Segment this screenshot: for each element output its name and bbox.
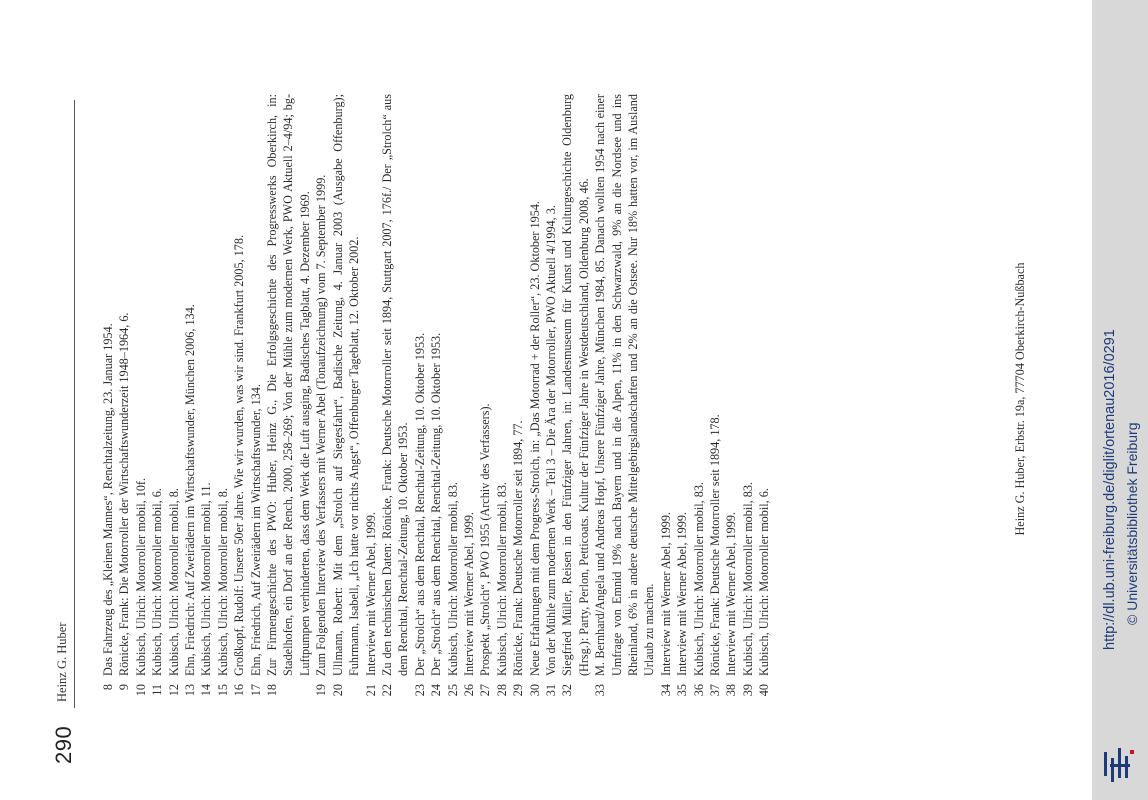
footnote-text: Kubisch, Ulrich: Motorroller mobil, 83.	[740, 482, 755, 676]
footnote-item	[559, 94, 592, 704]
footnote-item	[133, 94, 149, 704]
footnote-text: Ehn, Friedrich: Auf Zweirädern im Wirtschaftswunder, München 2006, 134.	[183, 304, 198, 676]
footnote-item	[100, 94, 116, 704]
header-rule	[74, 100, 75, 708]
footnote-text: Das Fahrzeug des „Kleinen Mannes“, Renchtalzeitung, 23. Januar 1954.	[101, 323, 115, 676]
footnote-number: 36	[691, 684, 706, 697]
footnote-number: 33	[593, 684, 608, 697]
footnote-text: Rönicke, Frank: Deutsche Motorroller seit 1894, 178.	[708, 414, 723, 676]
footnote-item	[756, 94, 772, 704]
footnote-item	[691, 94, 707, 704]
footnote-item	[264, 94, 313, 704]
footnote-number: 32	[560, 684, 575, 697]
footnote-item	[461, 94, 477, 704]
footnote-number: 37	[708, 684, 723, 697]
footnote-text: Kubisch, Ulrich: Motorroller mobil, 83.	[445, 482, 460, 676]
footnote-text: Von der Mühle zum modernen Werk – Teil 3 – Die Ära der Motorroller, PWO Aktuell 4/1994, 3.	[543, 205, 558, 676]
footnote-item	[477, 94, 493, 704]
footnote-item	[527, 94, 543, 704]
footnote-number: 40	[757, 684, 772, 697]
footnote-item	[149, 94, 165, 704]
footnote-item	[313, 94, 329, 704]
footnote-item	[412, 94, 428, 704]
footnote-number: 29	[511, 684, 526, 697]
footnote-number: 20	[330, 684, 345, 697]
footnote-item	[494, 94, 510, 704]
footnote-item	[198, 94, 214, 704]
ub-freiburg-logo-icon[interactable]	[1100, 744, 1140, 788]
footnote-text: Der „Strolch“ aus dem Renchtal, Renchtal-Zeitung, 10. Oktober 1953.	[412, 332, 427, 676]
footnote-item	[231, 94, 247, 704]
footnote-item	[658, 94, 674, 704]
footnote-text: Zum Folgenden Interview des Verfassers mit Werner Abel (Tonaufzeichnung) vom 7. September 1999.	[314, 174, 329, 676]
footnotes-list	[100, 94, 773, 704]
footnote-text: Kubisch, Ulrich: Motorroller mobil, 8.	[215, 488, 230, 676]
footnote-text: Siegfried Müller, Reisen in den Fünfziger Jahren, in: Landesmuseum für Kunst und Kulturgeschichte Oldenburg (Hrsg.): Party, Perlon, Petticoats. Kultur der Fünfziger Jahre in Westdeutschland, Oldenburg 2008, 46.	[560, 94, 591, 676]
footnote-item	[740, 94, 756, 704]
footnote-number: 11	[150, 684, 165, 696]
footnote-item	[543, 94, 559, 704]
footnote-number: 23	[412, 684, 427, 697]
footnote-text: Kubisch, Ulrich: Motorroller mobil, 10f.	[133, 477, 148, 676]
footnote-item	[330, 94, 363, 704]
footnote-number: 14	[199, 684, 214, 697]
footnote-text: Der „Strolch“ aus dem Renchtal, Renchtal-Zeitung, 10. Oktober 1953.	[429, 332, 444, 676]
footnote-number: 19	[314, 684, 329, 697]
footnote-number: 38	[724, 684, 739, 697]
footnote-number: 18	[265, 684, 280, 697]
footnote-item	[510, 94, 526, 704]
footnote-text: Interview mit Werner Abel, 1999.	[724, 512, 739, 676]
footnote-item	[428, 94, 444, 704]
footnote-text: Ullmann, Robert: Mit dem „Strolch auf Siegesfahrt“, Badische Zeitung, 4. Januar 2003 (Ausgabe Offenburg); Fuhrmann, Isabell, „Ich hatte vor nichts Angst“, Offenburger Tageblatt, 12. Oktober 2002.	[330, 94, 362, 676]
footnote-number: 24	[429, 684, 444, 697]
footnote-text: M. Bernhard/Angela und Andreas Hopf, Unsere Fünfziger Jahre, München 1984, 85. Danach wollten 1954 nach einer Umfrage von Emnid 19% nach Bayern und in die Alpen, 11% in den Schwarzwald, 9% an die Nordsee und ins Rheinland, 6% in andere deutsche Mittelgebirgslandschaften und 2% an die Ostsee. Nur 18% hatten vor, im Ausland Urlaub zu machen.	[593, 94, 657, 676]
footnote-text: Kubisch, Ulrich: Motorroller mobil, 11.	[199, 482, 214, 676]
footnote-text: Prospekt „Strolch“, PWO 1955 (Archiv des Verfassers).	[478, 403, 493, 676]
footnote-number: 8	[101, 684, 115, 691]
footnote-number: 22	[379, 684, 394, 697]
footnote-item	[707, 94, 723, 704]
library-sidebar	[1092, 0, 1148, 800]
footnote-text: Großkopf, Rudolf: Unsere 50er Jahre. Wie wir wurden, was wir sind. Frankfurt 2005, 178.	[232, 235, 247, 676]
running-head: Heinz G. Huber	[55, 622, 69, 702]
footnote-text: Kubisch, Ulrich: Motorroller mobil, 6.	[150, 488, 165, 676]
footnote-item	[363, 94, 379, 704]
footnote-text: Interview mit Werner Abel, 1999.	[675, 512, 690, 676]
footnote-text: Ehn, Friedrich, Auf Zweirädern im Wirtschaftswunder, 134.	[248, 384, 263, 676]
footnote-item	[379, 94, 412, 704]
footnote-text: Interview mit Werner Abel, 1999.	[461, 512, 476, 676]
footnote-text: Interview mit Werner Abel, 1999.	[658, 512, 673, 676]
footnote-item	[248, 94, 264, 704]
footnote-number: 17	[248, 684, 263, 697]
sidebar-rotated-text	[1092, 0, 1148, 800]
footnote-number: 13	[183, 684, 198, 697]
footnote-number: 35	[675, 684, 690, 697]
footnote-number: 10	[133, 684, 148, 697]
footnote-item	[445, 94, 461, 704]
footnote-number: 9	[117, 684, 132, 691]
footnote-number: 31	[543, 684, 558, 697]
footnote-number: 34	[658, 684, 673, 697]
footnote-number: 39	[740, 684, 755, 697]
footnote-item	[674, 94, 690, 704]
copyright-notice: © Universitätsbibliothek Freiburg	[1124, 422, 1140, 625]
footnote-number: 25	[445, 684, 460, 697]
page-number: 290	[51, 725, 76, 764]
footnote-text: Zur Firmengeschichte des PWO: Huber, Heinz G., Die Erfolgsgeschichte des Progresswerks Oberkirch, in: Stadelhofen, ein Dorf an der Rench, 2000, 258–269; Von der Mühle zum modernen Werk, PWO Aktuell 2–4/94; bg-Luftpumpen verhinderten, dass dem Werk die Luft ausging, Badisches Tagblatt, 4. Dezember 1969.	[265, 94, 312, 676]
footnote-text: Rönicke, Frank: Die Motorroller der Wirtschaftswunderzeit 1948–1964, 6.	[117, 312, 132, 676]
footnote-item	[215, 94, 231, 704]
footnote-item	[723, 94, 739, 704]
permalink-url[interactable]: http://dl.ub.uni-freiburg.de/diglit/ortenau2016/0291	[1102, 329, 1118, 650]
footnote-text: Interview mit Werner Abel, 1999.	[363, 512, 378, 676]
footnote-text: Rönicke, Frank: Deutsche Motorroller seit 1894, 77.	[511, 420, 526, 676]
footnote-text: Zu den technischen Daten: Rönicke, Frank: Deutsche Motorroller seit 1894, Stuttgart 2007, 176f./ Der „Strolch“ aus dem Renchtal, Renchtal-Zeitung, 10. Oktober 1953.	[379, 94, 411, 676]
footnote-number: 16	[232, 684, 247, 697]
footnote-text: Kubisch, Ulrich: Motorroller mobil, 83.	[691, 482, 706, 676]
footnote-number: 12	[166, 684, 181, 697]
footnote-number: 27	[478, 684, 493, 697]
footnote-number: 30	[527, 684, 542, 697]
footnote-number: 28	[494, 684, 509, 697]
author-address: Heinz G. Huber, Erbstr. 19a, 77704 Oberkirch-Nußbach	[1013, 262, 1027, 536]
footnote-number: 26	[461, 684, 476, 697]
footnote-text: Kubisch, Ulrich: Motorroller mobil, 6.	[757, 488, 772, 676]
footnote-text: Kubisch, Ulrich: Motorroller mobil, 83.	[494, 482, 509, 676]
footnote-item	[116, 94, 132, 704]
footnote-item	[166, 94, 182, 704]
footnote-number: 21	[363, 684, 378, 697]
footnote-item	[182, 94, 198, 704]
footnote-item	[592, 94, 658, 704]
footnote-text: Kubisch, Ulrich: Motorroller mobil, 8.	[166, 488, 181, 676]
footnote-text: Neue Erfahrungen mit dem Progress-Strolch, in: „Das Motorrad + der Roller“, 23. Oktober 1954.	[527, 201, 542, 676]
footnote-number: 15	[215, 684, 230, 697]
